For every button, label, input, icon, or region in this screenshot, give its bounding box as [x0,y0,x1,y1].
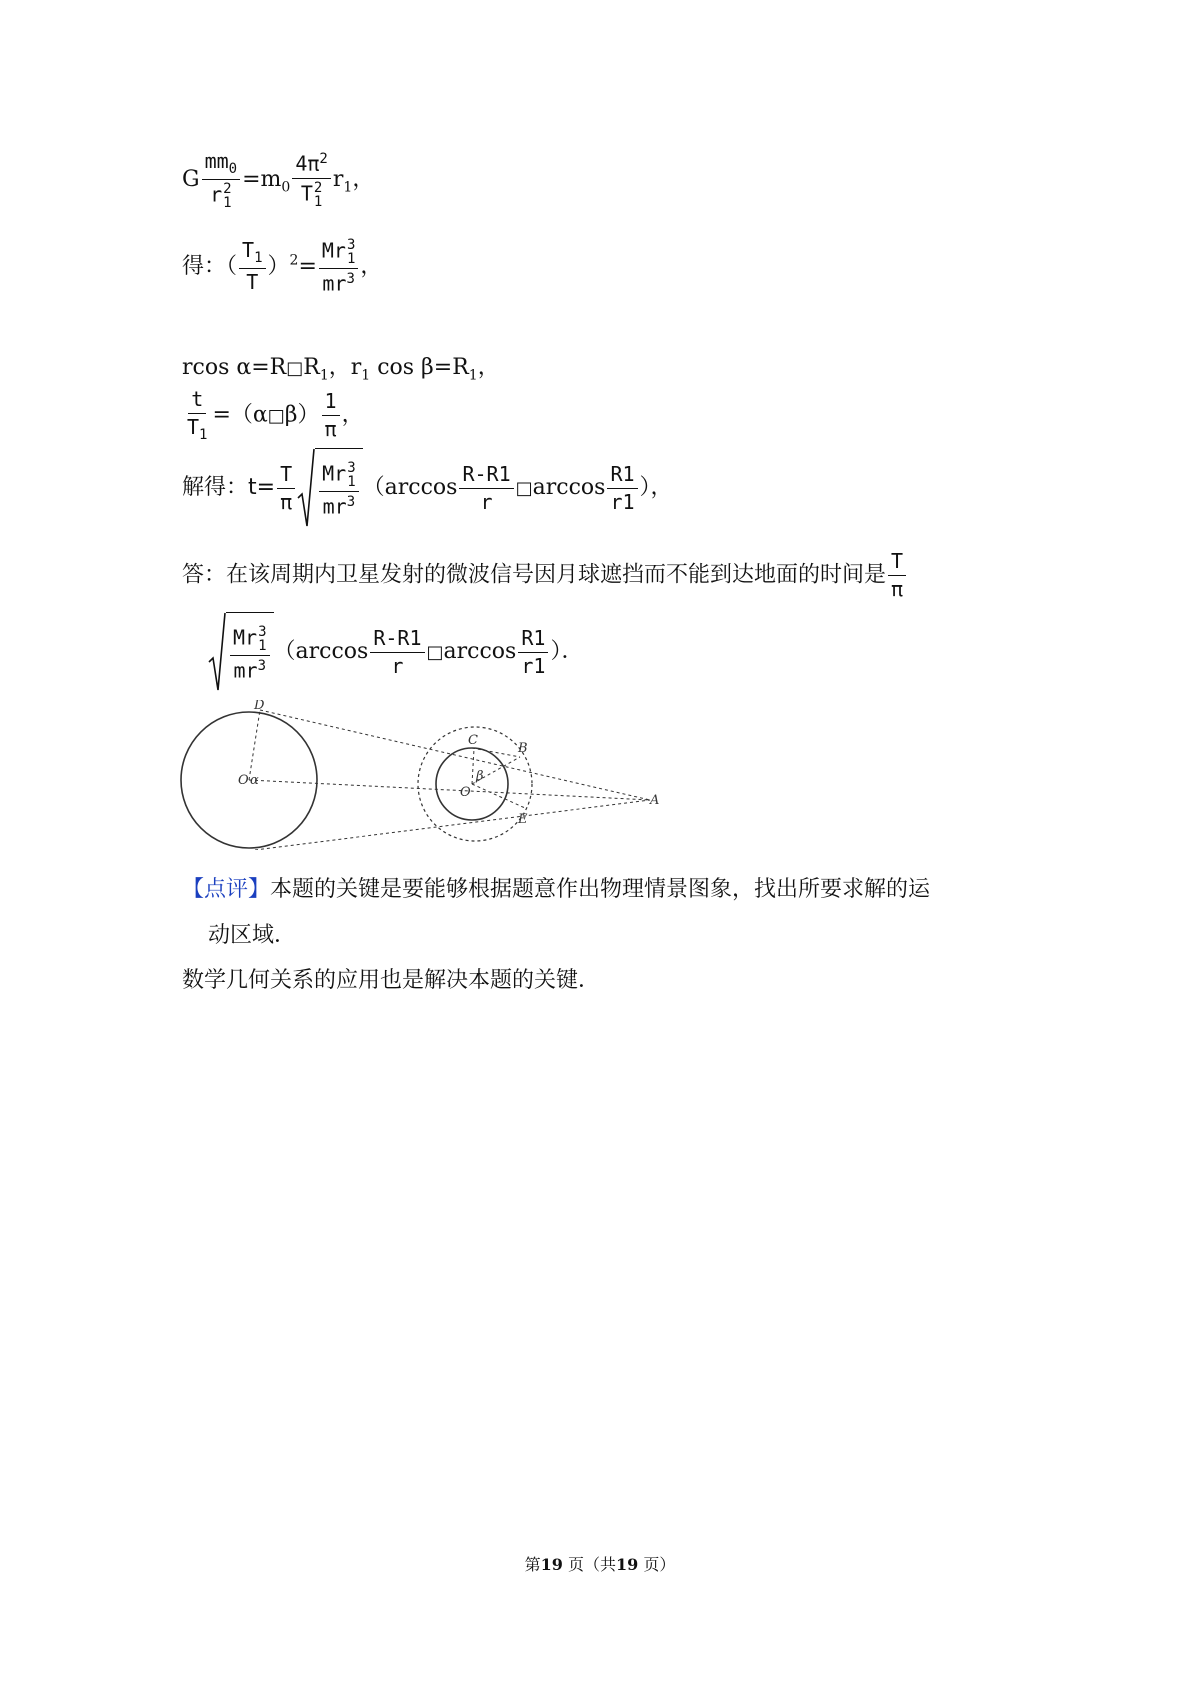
eq5-lead: 解得：t= [182,475,276,500]
eq2-den2-sup: 3 [346,271,355,287]
sqrt-radical-answer [208,612,274,692]
frac-r1-r1-answer [518,627,548,678]
eq1-den1-text: r [210,182,223,207]
answer-text [182,550,908,601]
eq1-den2-sup: 2 [313,179,323,196]
line-o-e [472,784,525,808]
frac-r1-r1 [607,463,637,514]
frac-4pi2-t1sq [292,151,331,209]
label-b: B [518,741,528,756]
radicand [315,448,363,528]
frac-r-r1-r [459,463,513,514]
line-o-c [472,749,474,784]
eq5-rad-num-sub: 1 [347,473,356,490]
eq5-f2-num: R1 [607,463,637,489]
eq1-r: r [332,167,344,193]
eq4-den-sub: 1 [199,427,208,443]
eq2-sup: 2 [289,252,299,269]
eq3-b-sub: 1 [319,367,329,384]
answer-rad-den-text: mr [233,658,258,683]
eq2-num2-text: Mr [321,238,346,263]
frac-mr13-mr3 [319,238,359,296]
comment-text-2: 动区域． [208,923,297,948]
eq2-lead: 得：（ [182,253,238,279]
eq2-num2 [319,238,359,269]
radius-o-d [249,710,260,780]
eq3-a: rcos α=R [182,355,287,380]
tangent-line-d-a [260,710,650,800]
answer-rad-num [230,625,270,656]
eq5-arc2: arccos [532,475,606,500]
eq1-den1 [207,180,234,210]
eq5-open: （arccos [362,475,458,500]
label-beta: β [476,769,484,784]
frac-t-t1 [184,388,210,443]
eq5-f1-den: r [480,489,493,514]
eq1-num2-sup: 2 [319,151,328,168]
eq2-equals: = [298,253,317,279]
placeholder-box: □ [426,642,444,663]
comment-block-continued [208,918,296,949]
eq4-comma: ， [341,402,364,428]
eq5-rad-num-script [347,461,355,489]
eq4-den2: π [324,417,337,442]
answer-close: ）． [550,639,584,664]
eq5-rad-num [319,461,359,492]
frac-t-pi [277,463,295,514]
placeholder-box: □ [267,405,285,427]
equation-solution [182,448,673,528]
placeholder-box: □ [515,478,533,499]
eq3-e: ， [477,355,500,380]
label-alpha: α [250,773,259,788]
answer-f2-num: R1 [518,627,548,653]
eq1-den2 [298,179,325,209]
sqrt-radical [297,448,363,528]
page-footer [0,1552,1200,1575]
label-o-moon: O [460,785,471,800]
eq1-equals-m: =m [242,167,282,193]
answer-f2-den: r1 [521,653,546,678]
eq4-num2: 1 [322,390,340,416]
eq2-num2-sub: 1 [346,251,356,267]
eq2-num2-sup: 3 [346,237,356,253]
eq2-num2-script [347,238,355,266]
eq2-comma: ， [360,253,383,279]
eq2-num-sub: 1 [254,250,263,267]
answer-den: π [891,577,904,601]
eq1-den1-sub: 1 [223,195,232,212]
equation-time-ratio [182,388,364,443]
comment-tag: 【点评】 [182,877,271,902]
label-a: A [650,793,660,808]
placeholder-box: □ [286,358,304,379]
eq2-num [239,239,265,269]
comment-block-final [182,963,600,994]
eq3-b: R [303,355,320,380]
eq5-rad-num-sup: 3 [347,459,356,476]
eq1-num1-sub: 0 [228,161,238,177]
orbit-diagram [180,700,680,850]
eq3-d: cos β=R [370,355,469,380]
answer-f1-num: R-R1 [370,627,424,653]
eq2-den: T [246,270,259,295]
answer-arc2: arccos [443,639,517,664]
answer-f1-den: r [391,653,404,678]
answer-sentence: 答：在该周期内卫星发射的微波信号因月球遮挡而不能到达地面的时间是 [182,562,887,588]
eq1-num2 [292,151,331,179]
radical-sign [208,612,226,692]
eq4-mid: =（α [212,402,268,428]
eq5-close: ）， [639,475,673,500]
line-c-b [472,748,520,757]
eq4-num: t [188,388,206,414]
eq5-f2-den: r1 [610,489,635,514]
eq2-den2-text: mr [322,271,347,296]
answer-rad-den-sup: 3 [257,657,267,674]
eq1-r-sub: 1 [343,179,353,196]
eq1-m-sub: 0 [281,179,291,196]
frac-1-pi [322,390,340,441]
eq2-den2 [319,269,358,296]
equation-period-ratio [182,238,382,296]
equation-gravity [182,150,374,210]
answer-rad-den [231,656,270,683]
footer-page-number: 19 [540,1555,563,1574]
eq1-den2-text: T [300,181,313,206]
frac-mm0-r1sq [202,150,241,210]
answer-rad-num-text: Mr [233,625,258,650]
eq5-rad-num-text: Mr [322,461,347,486]
eq5-rad-den [320,492,359,519]
eq1-num1 [202,150,241,180]
eq1-den1-sup: 2 [223,181,232,198]
footer-total-pages: 19 [616,1555,639,1574]
footer-pre: 第 [524,1555,541,1574]
label-c: C [468,733,478,748]
tangent-line-bottom-a [255,800,650,850]
footer-post: 页） [638,1555,676,1574]
comment-text-1: 本题的关键是要能够根据题意作出物理情景图象，找出所要求解的运 [270,877,931,902]
eq1-den1-script [223,182,231,210]
eq1-num1-text: mm [204,149,229,173]
label-e: E [518,812,528,827]
comment-block [182,872,930,903]
eq3-d-sub: 1 [468,367,478,384]
radicand-answer [226,612,274,692]
footer-mid: 页（共 [562,1555,616,1574]
eq1-comma: ， [352,167,375,193]
eq3-c: ，r [328,355,362,380]
equation-cosines [182,350,500,383]
eq1-den2-script [314,181,322,209]
eq4-mid2: β） [284,402,320,428]
eq5-rad-den-text: mr [322,494,347,519]
eq1-g: G [182,167,200,193]
eq4-den [184,414,210,443]
axis-line-o-a [249,780,650,800]
eq1-den2-sub: 1 [313,193,323,210]
radical-sign [297,448,315,528]
eq4-den-text: T [187,415,200,439]
eq2-close: ） [267,253,290,279]
frac-t1-t [239,239,265,294]
frac-mr13-mr3-answer [230,625,270,683]
answer-rad-num-script [258,625,266,653]
eq5-den: π [280,489,293,514]
label-o-earth: O [238,773,249,788]
frac-mr13-mr3-rad [319,461,359,519]
frac-t-pi-answer [888,550,906,601]
answer-rad-num-sub: 1 [258,637,267,654]
eq5-rad-den-sup: 3 [346,493,356,510]
answer-formula [208,612,583,692]
answer-open: （arccos [273,639,369,664]
eq5-f1-num: R-R1 [459,463,513,489]
answer-rad-num-sup: 3 [258,623,267,640]
label-d: D [254,700,265,713]
answer-num: T [888,550,906,576]
comment-text-3: 数学几何关系的应用也是解决本题的关键． [182,968,601,993]
eq2-num-text: T [242,238,255,263]
eq1-num2-text: 4π [295,151,320,176]
frac-r-r1-r-answer [370,627,424,678]
eq5-num: T [277,463,295,489]
eq3-c-sub: 1 [361,367,371,384]
